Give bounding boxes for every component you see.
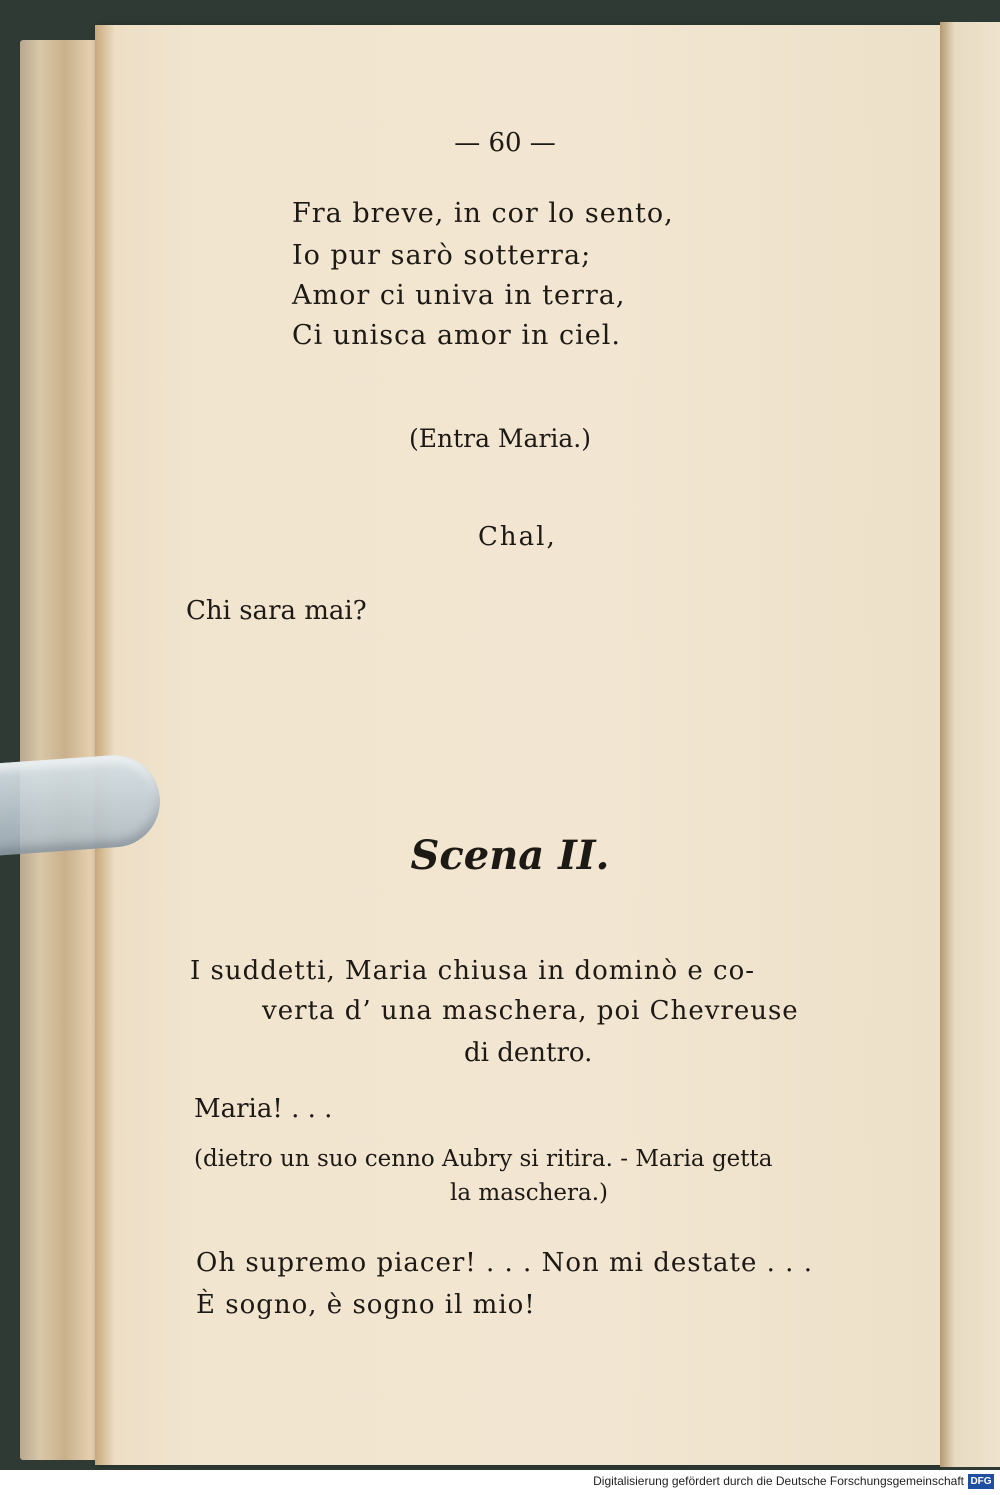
speaker-chal: Chal, [478,522,557,552]
verse-line: Io pur sarò sotterra; [292,240,592,271]
footer-credit: Digitalisierung gefördert durch die Deutsche Forschungsgemeinschaft [593,1474,964,1488]
stage-direction-line: la maschera.) [450,1180,609,1206]
stage-entry: (Entra Maria.) [408,424,591,453]
closing-line: Oh supremo piacer! . . . Non mi destate . . . [196,1248,813,1278]
page-number: — 60 — [454,128,556,158]
verse-line: Ci unisca amor in ciel. [292,320,621,351]
scene-description-line: I suddetti, Maria chiusa in dominò e co- [190,956,756,986]
verse-line: Amor ci univa in terra, [292,280,626,311]
stage-direction-line: (dietro un suo cenno Aubry si ritira. - Maria getta [194,1146,773,1172]
verse-line: Fra breve, in cor lo sento, [292,198,674,229]
facing-page-edge [940,22,1000,1467]
scene-description-line: verta d’ una maschera, poi Chevreuse [262,996,799,1026]
scene-title: Scena II. [410,832,610,879]
closing-line: È sogno, è sogno il mio! [196,1290,536,1320]
dfg-logo: DFG [968,1474,994,1489]
line-chi-sara: Chi sara mai? [186,596,367,626]
scene-description-line: di dentro. [464,1038,593,1068]
speaker-maria: Maria! . . . [194,1094,333,1124]
